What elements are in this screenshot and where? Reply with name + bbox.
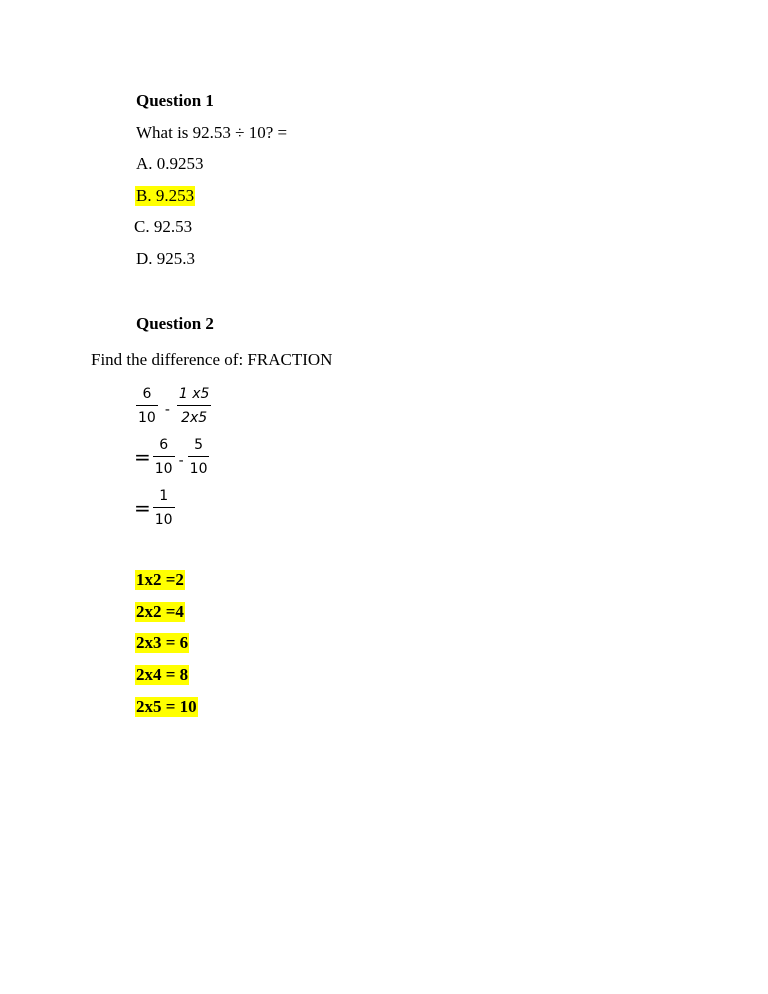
minus-sign: -	[178, 453, 184, 469]
option-b-highlighted: B. 9.253	[136, 186, 195, 205]
fraction-bar	[188, 456, 210, 457]
minus-sign: -	[164, 402, 170, 418]
fraction	[153, 437, 175, 477]
equals-sign: =	[134, 496, 151, 520]
numerator: 1	[159, 488, 169, 504]
fraction	[136, 386, 158, 426]
question-2-title: Question 2	[136, 314, 214, 333]
numerator: 6	[159, 437, 169, 453]
fraction	[188, 437, 210, 477]
option-a: A. 0.9253	[136, 154, 204, 173]
numerator: 6	[142, 386, 152, 402]
numerator: 1 x5	[178, 386, 210, 402]
work-line-2	[134, 437, 209, 477]
fraction-bar	[153, 456, 175, 457]
equals-sign: =	[134, 445, 151, 469]
fraction-bar	[153, 507, 175, 508]
question-1-prompt: What is 92.53 ÷ 10? =	[136, 123, 288, 142]
fraction-bar	[136, 405, 158, 406]
fraction-bar	[177, 405, 212, 406]
multiplication-item: 1x2 =2	[136, 570, 184, 589]
denominator: 10	[189, 461, 208, 477]
question-2-prompt: Find the difference of: FRACTION	[91, 350, 333, 369]
multiplication-item: 2x5 = 10	[136, 697, 197, 716]
option-d: D. 925.3	[136, 249, 196, 268]
denominator: 10	[138, 410, 156, 426]
fraction	[153, 488, 175, 528]
denominator: 10	[154, 512, 173, 528]
fraction	[177, 386, 212, 426]
question-1-title: Question 1	[136, 91, 214, 110]
denominator: 2x5	[181, 410, 208, 426]
work-line-3	[134, 488, 175, 528]
option-c: C. 92.53	[134, 217, 193, 236]
numerator: 5	[194, 437, 204, 453]
multiplication-item: 2x4 = 8	[136, 665, 189, 684]
multiplication-item: 2x2 =4	[136, 602, 184, 621]
multiplication-item: 2x3 = 6	[136, 633, 189, 652]
denominator: 10	[154, 461, 173, 477]
work-line-1	[136, 386, 211, 426]
